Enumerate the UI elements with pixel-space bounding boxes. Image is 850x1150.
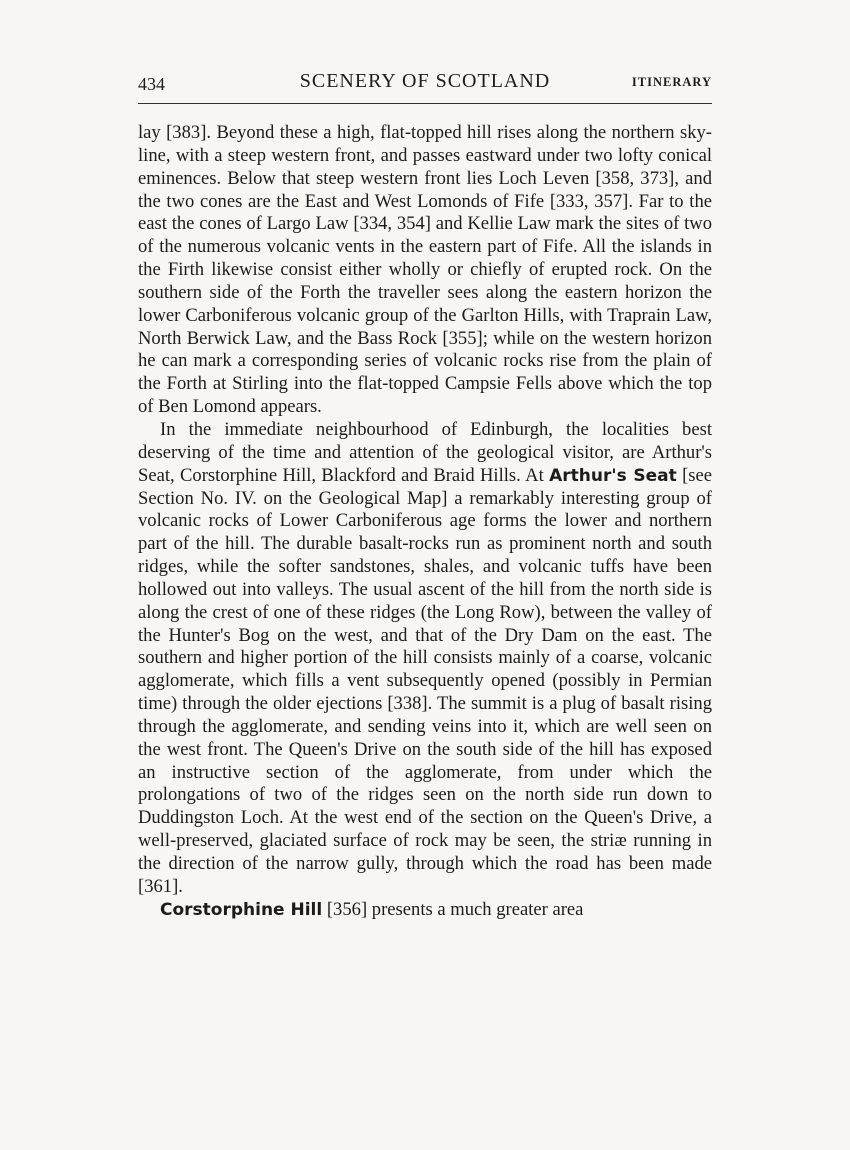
- paragraph-2-text-a: In the immediate neighbourhood of Edinburgh, the localities best deserving of the time and attention of the geological visitor, are Arthur's Seat, Corstorphine Hill, Blackford and Braid Hills. At: [138, 418, 712, 486]
- paragraph-2-text-b: [see Section No. IV. on the Geological Map] a remarkably interesting group of volcanic rocks of Lower Carboniferous age forms the lower and northern part of the hill. The durable basalt-rocks run as prominent north and south ridges, while the softer sandstones, shales, and volcanic tuffs have been hollowed out into valleys. The usual ascent of the hill from the north side is along the crest of one of these ridges (the Long Row), between the valley of the Hunter's Bog on the west, and that of the Dry Dam on the east. The southern and higher portion of the hill consists mainly of a coarse, volcanic agglomerate, which fills a vent subsequently opened (possibly in Permian time) through the older ejections [338]. The summit is a plug of basalt rising through the agglomerate, and sending veins into it, which are well seen on the west front. The Queen's Drive on the south side of the hill has exposed an instructive section of the agglomerate, from under which the prolongations of two of the ridges seen on the north side run down to Duddingston Loch. At the west end of the section on the Queen's Drive, a well-preserved, glaciated surface of rock may be seen, the striæ running in the direction of the narrow gully, through which the road has been made [361].: [138, 464, 712, 897]
- book-page: [138, 0, 712, 1150]
- paragraph-3-text: [356] presents a much greater area: [322, 898, 584, 920]
- corstorphine-hill-heading: Corstorphine Hill: [160, 899, 323, 920]
- paragraph-1-text: lay [383]. Beyond these a high, flat-topped hill rises along the northern sky-line, with a steep western front, and passes eastward under two lofty conical eminences. Below that steep western front lies Loch Leven [358, 373], and the two cones are the East and West Lomonds of Fife [333, 357]. Far to the east the cones of Largo Law [334, 354] and Kellie Law mark the sites of two of the numerous volcanic vents in the eastern part of Fife. All the islands in the Firth likewise consist either wholly or chiefly of erupted rock. On the southern side of the Forth the traveller sees along the eastern horizon the lower Carboniferous volcanic group of the Garlton Hills, with Traprain Law, North Berwick Law, and the Bass Rock [355]; while on the western horizon he can mark a corresponding series of volcanic rocks rise from the plain of the Forth at Stirling into the flat-topped Campsie Fells above which the top of Ben Lomond appears.: [138, 122, 712, 418]
- arthurs-seat-heading: Arthur's Seat: [549, 465, 677, 486]
- header-rule: [138, 103, 712, 104]
- running-title: SCENERY OF SCOTLAND: [299, 70, 551, 92]
- page-number: 434: [138, 74, 165, 94]
- paragraph-1: [138, 122, 712, 419]
- body-text: [138, 122, 712, 922]
- running-header: [138, 70, 712, 96]
- section-label: ITINERARY: [631, 75, 712, 89]
- paragraph-2: [138, 419, 712, 899]
- paragraph-3: [138, 899, 712, 922]
